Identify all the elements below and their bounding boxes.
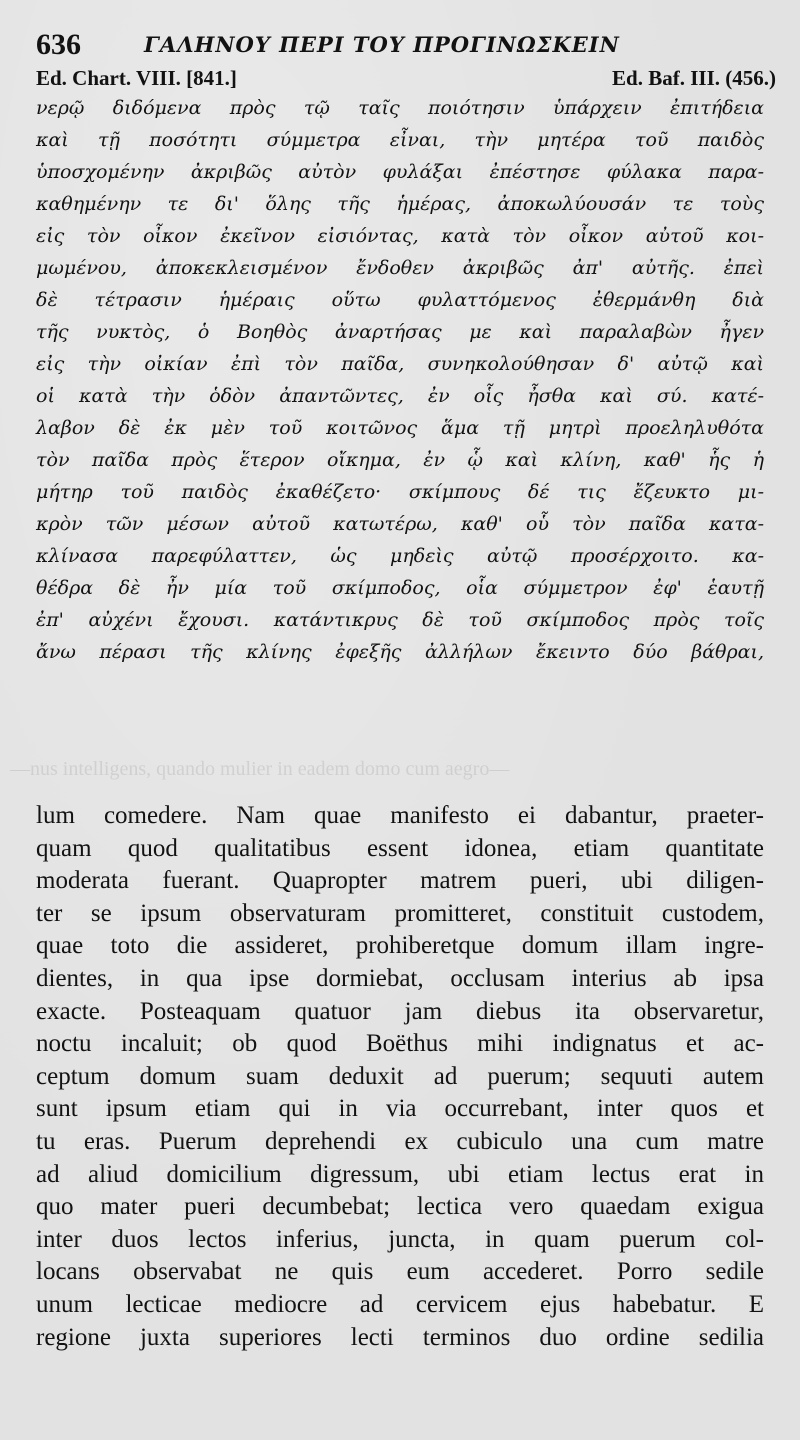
running-head	[36, 28, 776, 64]
latin-text-line: ter se ipsum observaturam promitteret, constituit custodem,	[36, 899, 764, 927]
latin-text-line: inter duos lectos inferius, juncta, in quam puerum col-	[36, 1225, 764, 1253]
page-number: 636	[36, 28, 81, 61]
greek-text-line: θέδρα δὲ ἦν μία τοῦ σκίμποδος, οἷα σύμμετρον ἐφ' ἑαυτῇ	[36, 577, 764, 599]
greek-text-line: κλίνασα παρεφύλαττεν, ὡς μηδεὶς αὐτῷ προσέρχοιτο. κα-	[36, 545, 764, 567]
latin-text-line: exacte. Posteaquam quatuor jam diebus ita observaretur,	[36, 997, 764, 1025]
edition-reference-basel: Ed. Baf. III. (456.)	[612, 66, 776, 90]
latin-text-line: lum comedere. Nam quae manifesto ei dabantur, praeter-	[36, 802, 764, 829]
latin-text-line: quo mater pueri decumbebat; lectica vero quaedam exigua	[36, 1193, 764, 1221]
greek-text-line: μωμένου, ἀποκεκλεισμένον ἔνδοθεν ἀκριβῶς ἀπ' αὐτῆς. ἐπεὶ	[36, 257, 764, 279]
running-title: ΓΑΛΗΝΟΥ ΠΕΡΙ ΤΟΥ ΠΡΟΓΙΝΩΣΚΕΙΝ	[144, 32, 620, 57]
latin-text-line: tu eras. Puerum deprehendi ex cubiculo una cum matre	[36, 1127, 764, 1155]
greek-text-line: καθημένην τε δι' ὅλης τῆς ἡμέρας, ἀποκωλύουσάν τε τοὺς	[36, 193, 764, 215]
latin-text-line: ceptum domum suam deduxit ad puerum; sequuti autem	[36, 1062, 764, 1090]
latin-text-line: moderata fuerant. Quapropter matrem pueri, ubi diligen-	[36, 867, 764, 895]
greek-text-line: οἱ κατὰ τὴν ὁδὸν ἀπαντῶντες, ἐν οἷς ἦσθα καὶ σύ. κατέ-	[36, 385, 764, 407]
greek-text-line: καὶ τῇ ποσότητι σύμμετρα εἶναι, τὴν μητέρα τοῦ παιδὸς	[36, 129, 764, 151]
greek-text-line: ἄνω πέρασι τῆς κλίνης ἐφεξῆς ἀλλήλων ἔκειντο δύο βάθραι,	[36, 641, 764, 663]
bleed-through-text: —nus intelligens, quando mulier in eadem domo cum aegro—	[10, 758, 510, 780]
greek-text-line: νερῷ διδόμενα πρὸς τῷ ταῖς ποιότησιν ὑπάρχειν ἐπιτήδεια	[36, 97, 764, 119]
greek-text-line: ὑποσχομένην ἀκριβῶς αὐτὸν φυλάξαι ἐπέστησε φύλακα παρα-	[36, 161, 764, 183]
greek-text-line: τῆς νυκτὸς, ὁ Βοηθὸς ἀναρτήσας με καὶ παραλαβὼν ἦγεν	[36, 321, 764, 343]
greek-text-line: τὸν παῖδα πρὸς ἕτερον οἴκημα, ἐν ᾧ καὶ κλίνη, καθ' ἧς ἡ	[36, 449, 764, 471]
edition-reference-chartier: Ed. Chart. VIII. [841.]	[36, 66, 237, 90]
greek-text-line: εἰς τὴν οἰκίαν ἐπὶ τὸν παῖδα, συνηκολούθησαν δ' αὐτῷ καὶ	[36, 353, 764, 375]
greek-text-block	[36, 92, 764, 668]
greek-text-line: μήτηρ τοῦ παιδὸς ἐκαθέζετο· σκίμπους δέ τις ἔζευκτο μι-	[36, 481, 764, 503]
latin-text-line: quae toto die assideret, prohiberetque domum illam ingre-	[36, 932, 764, 960]
latin-text-line: sunt ipsum etiam qui in via occurrebant, inter quos et	[36, 1095, 764, 1123]
greek-text-line: κρὸν τῶν μέσων αὐτοῦ κατωτέρω, καθ' οὗ τὸν παῖδα κατα-	[36, 513, 764, 535]
latin-text-line: dientes, in qua ipse dormiebat, occlusam interius ab ipsa	[36, 964, 764, 992]
greek-text-line: δὲ τέτρασιν ἡμέραις οὕτω φυλαττόμενος ἐθερμάνθη διὰ	[36, 289, 764, 311]
greek-text-line: εἰς τὸν οἶκον ἐκεῖνον εἰσιόντας, κατὰ τὸν οἶκον αὐτοῦ κοι-	[36, 225, 764, 247]
latin-text-line: ad aliud domicilium digressum, ubi etiam lectus erat in	[36, 1160, 764, 1188]
latin-text-line: regione juxta superiores lecti terminos duo ordine sedilia	[36, 1323, 764, 1351]
latin-text-block	[36, 800, 764, 1354]
latin-text-line: unum lecticae mediocre ad cervicem ejus habebatur. E	[36, 1290, 764, 1318]
latin-text-line: quam quod qualitatibus essent idonea, etiam quantitate	[36, 834, 764, 862]
latin-text-line: locans observabat ne quis eum accederet. Porro sedile	[36, 1258, 764, 1286]
greek-text-line: ἐπ' αὐχένι ἔχουσι. κατάντικρυς δὲ τοῦ σκίμποδος πρὸς τοῖς	[36, 609, 764, 631]
latin-text-line: noctu incaluit; ob quod Boëthus mihi indignatus et ac-	[36, 1030, 764, 1058]
greek-text-line: λαβον δὲ ἐκ μὲν τοῦ κοιτῶνος ἅμα τῇ μητρὶ προεληλυθότα	[36, 417, 764, 439]
